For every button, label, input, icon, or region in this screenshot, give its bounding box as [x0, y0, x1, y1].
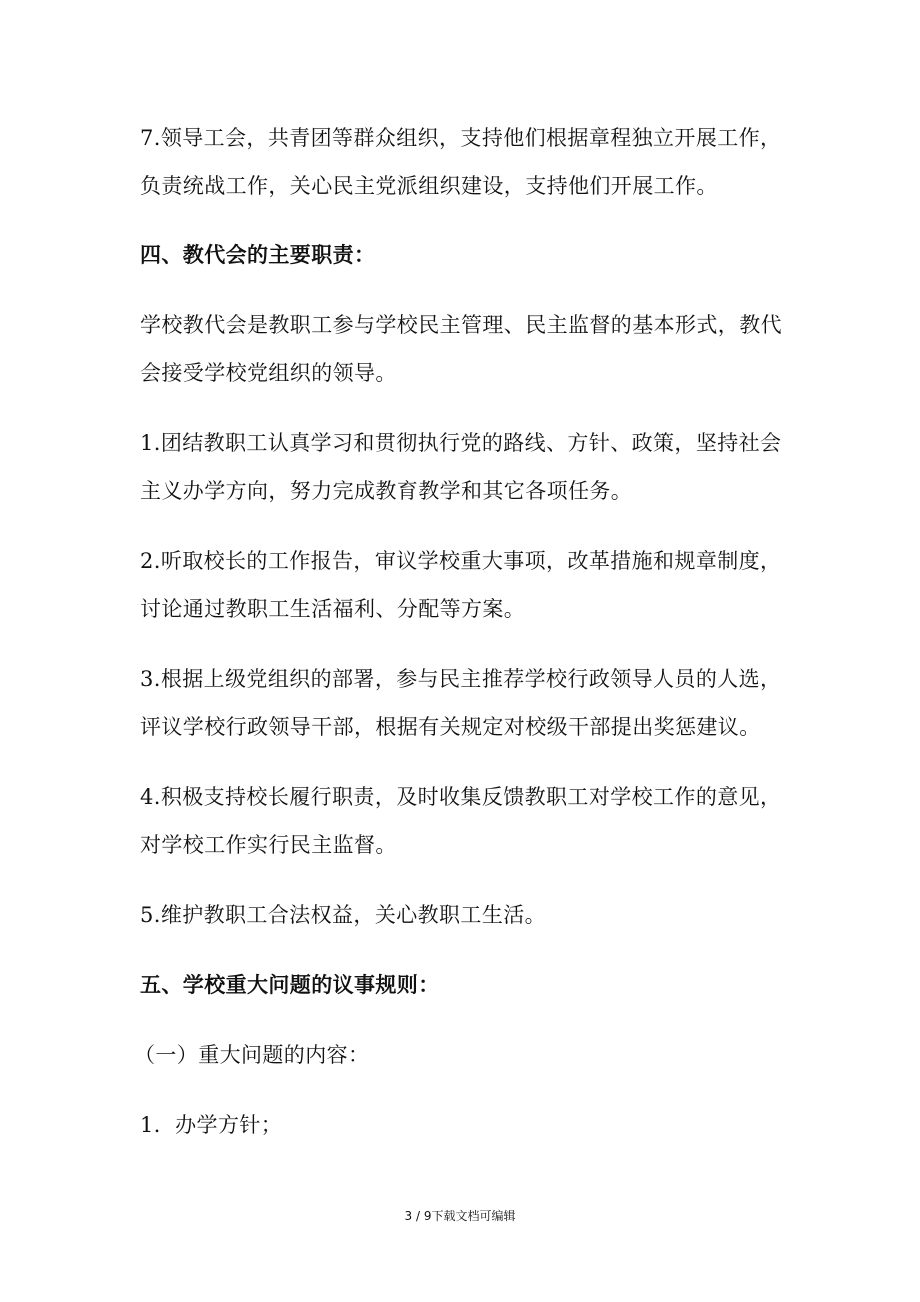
intro-paragraph-line-2: 会接受学校党组织的领导。	[140, 361, 397, 385]
duty-1-line-1: 1.团结教职工认真学习和贯彻执行党的路线、方针、政策，坚持社会	[140, 431, 782, 455]
duty-4-line-1: 4.积极支持校长履行职责，及时收集反馈教职工对学校工作的意见，	[140, 785, 782, 809]
duty-2-line-2: 讨论通过教职工生活福利、分配等方案。	[140, 597, 526, 621]
duty-3-line-1: 3.根据上级党组织的部署，参与民主推荐学校行政领导人员的人选，	[140, 667, 782, 691]
duty-4-line-2: 对学校工作实行民主监督。	[140, 833, 397, 857]
intro-paragraph-line-1: 学校教代会是教职工参与学校民主管理、民主监督的基本形式，教代	[140, 313, 782, 337]
section-heading-5: 五、学校重大问题的议事规则：	[140, 972, 440, 997]
list-item-1: 1．办学方针；	[140, 1113, 283, 1137]
duty-1-line-2: 主义办学方向，努力完成教育教学和其它各项任务。	[140, 479, 633, 503]
paragraph-7-line-2: 负责统战工作，关心民主党派组织建设，支持他们开展工作。	[140, 174, 718, 198]
paragraph-7-line-1: 7.领导工会，共青团等群众组织，支持他们根据章程独立开展工作，	[140, 126, 782, 150]
subsection-heading: （一）重大问题的内容：	[134, 1043, 370, 1067]
duty-3-line-2: 评议学校行政领导干部，根据有关规定对校级干部提出奖惩建议。	[140, 715, 761, 739]
duty-2-line-1: 2.听取校长的工作报告，审议学校重大事项，改革措施和规章制度，	[140, 549, 782, 573]
duty-5-line-1: 5.维护教职工合法权益，关心教职工生活。	[140, 903, 547, 927]
section-heading-4: 四、教代会的主要职责：	[140, 242, 376, 267]
page-footer: 3 / 9下载文档可编辑	[404, 1209, 516, 1223]
